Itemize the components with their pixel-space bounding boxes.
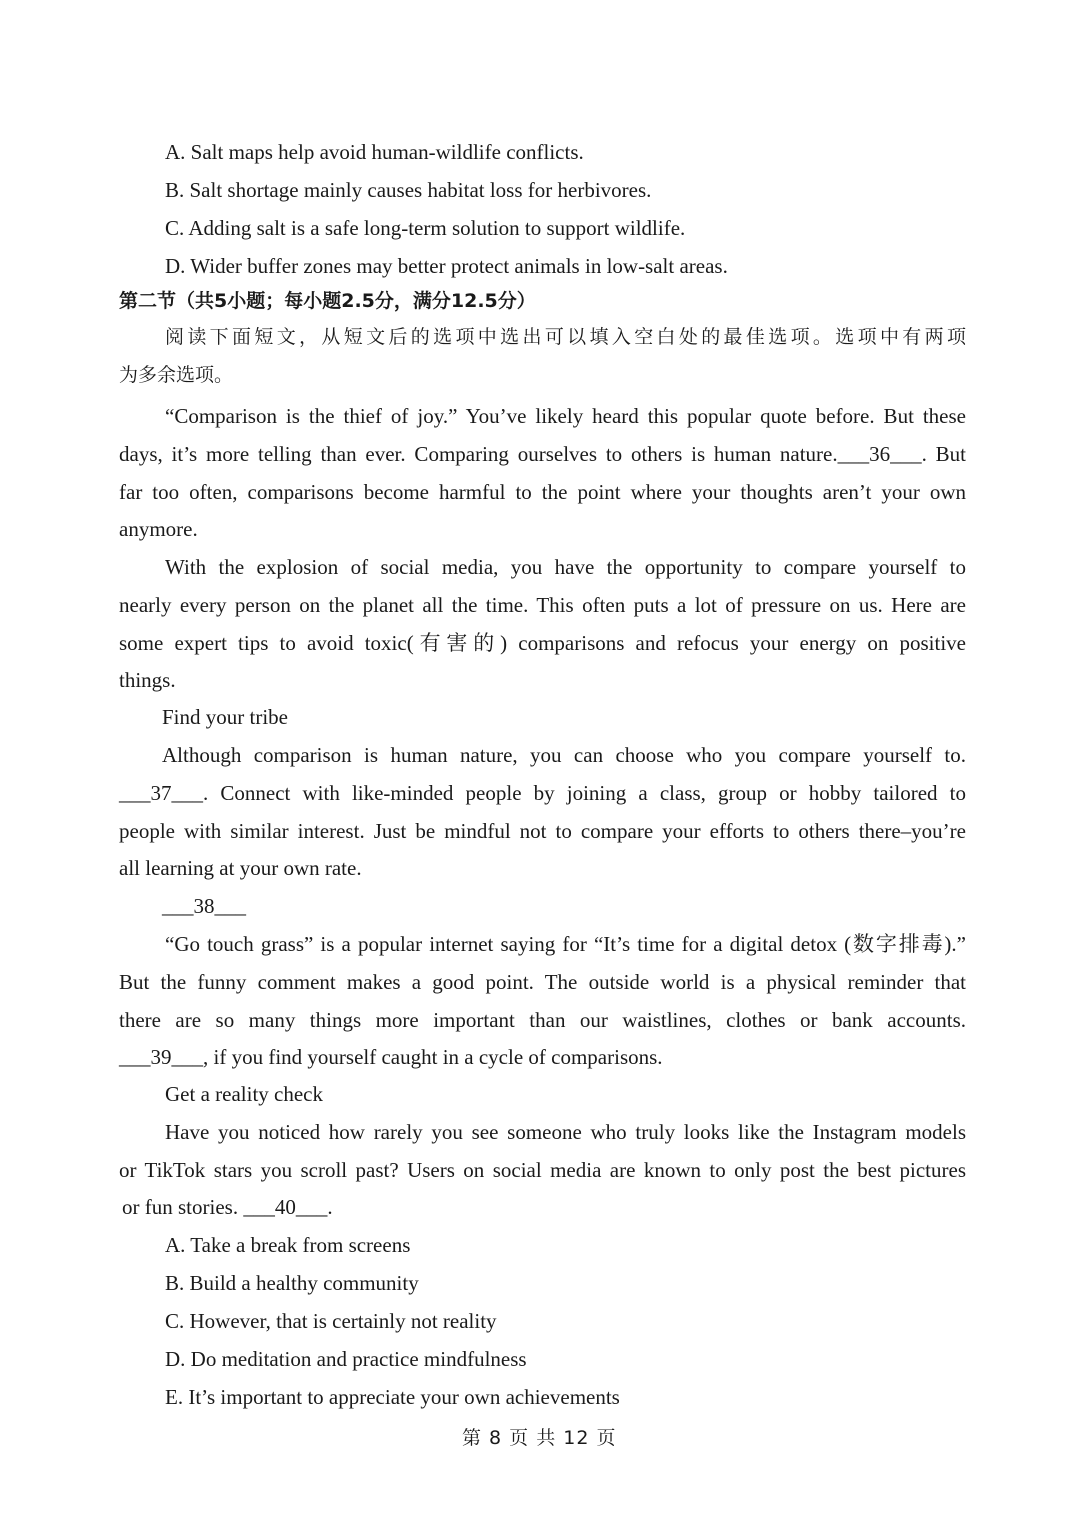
passage-p2-line-3: some expert tips to avoid toxic(有害的) comparisons and refocus your energy on positive: [119, 631, 966, 655]
option-d: D. Do meditation and practice mindfulness: [165, 1347, 527, 1371]
passage-p4-line-4: ___39___, if you find yourself caught in a cycle of comparisons.: [119, 1045, 663, 1069]
passage-p2-line-4: things.: [119, 668, 176, 692]
section-heading: 第二节（共5小题；每小题2.5分，满分12.5分）: [119, 290, 536, 312]
passage-p1-line-3: far too often, comparisons become harmful to the point where your thoughts aren’t your own: [119, 480, 966, 504]
passage-p2-line-2: nearly every person on the planet all the time. This often puts a lot of pressure on us. Here are: [119, 593, 966, 617]
passage-p4-line-1: “Go touch grass” is a popular internet saying for “It’s time for a digital detox (数字排毒).”: [165, 932, 966, 956]
option-b: B. Build a healthy community: [165, 1271, 419, 1295]
subheading-find-your-tribe: Find your tribe: [162, 705, 288, 729]
passage-p3-line-3: people with similar interest. Just be mindful not to compare your efforts to others there–you’re: [119, 819, 966, 843]
prev-option-c: C. Adding salt is a safe long-term solution to support wildlife.: [165, 216, 686, 240]
passage-p1-line-2: days, it’s more telling than ever. Comparing ourselves to others is human nature.___36___. But: [119, 442, 966, 466]
section-instruction-line-2: 为多余选项。: [119, 364, 234, 386]
subheading-reality-check: Get a reality check: [165, 1082, 323, 1106]
passage-p3-line-2: ___37___. Connect with like-minded people by joining a class, group or hobby tailored to: [119, 781, 966, 805]
prev-option-b: B. Salt shortage mainly causes habitat loss for herbivores.: [165, 178, 652, 202]
prev-option-d: D. Wider buffer zones may better protect animals in low-salt areas.: [165, 254, 728, 278]
passage-p2-line-1: With the explosion of social media, you have the opportunity to compare yourself to: [165, 555, 966, 579]
passage-p4-line-2: But the funny comment makes a good point. The outside world is a physical reminder that: [119, 970, 966, 994]
passage-p5-line-2: or TikTok stars you scroll past? Users on social media are known to only post the best pictures: [119, 1158, 966, 1182]
passage-p3-line-1: Although comparison is human nature, you can choose who you compare yourself to.: [162, 743, 966, 767]
passage-p5-line-3: or fun stories. ___40___.: [122, 1195, 333, 1219]
option-c: C. However, that is certainly not reality: [165, 1309, 497, 1333]
passage-p4-line-3: there are so many things more important than our waistlines, clothes or bank accounts.: [119, 1008, 966, 1032]
page-footer: 第 8 页 共 12 页: [462, 1427, 617, 1449]
passage-p5-line-1: Have you noticed how rarely you see someone who truly looks like the Instagram models: [165, 1120, 966, 1144]
passage-p1-line-1: “Comparison is the thief of joy.” You’ve likely heard this popular quote before. But these: [165, 404, 966, 428]
passage-p1-line-4: anymore.: [119, 517, 198, 541]
option-e: E. It’s important to appreciate your own achievements: [165, 1385, 620, 1409]
passage-p3-line-4: all learning at your own rate.: [119, 856, 362, 880]
option-a: A. Take a break from screens: [165, 1233, 411, 1257]
section-instruction-line-1: 阅读下面短文，从短文后的选项中选出可以填入空白处的最佳选项。选项中有两项: [165, 326, 966, 348]
subheading-blank-38: ___38___: [162, 894, 246, 918]
prev-option-a: A. Salt maps help avoid human-wildlife conflicts.: [165, 140, 584, 164]
